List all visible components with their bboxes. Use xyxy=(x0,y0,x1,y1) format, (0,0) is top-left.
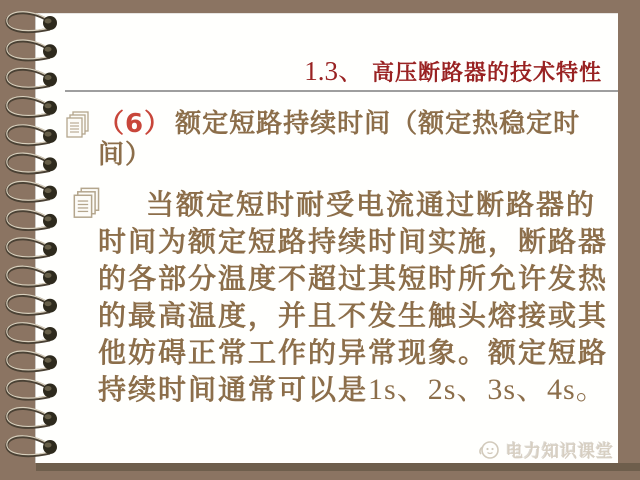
paragraph-line: 的最高温度，并且不发生触头熔接或其 xyxy=(98,299,609,332)
slide-page xyxy=(35,13,618,463)
item-6-marker: （6） xyxy=(98,109,172,139)
watermark-logo-icon xyxy=(477,438,501,462)
spiral-binding xyxy=(0,0,70,480)
watermark xyxy=(477,437,614,462)
paragraph-line: 时间为额定短路持续时间实施，断路器 xyxy=(98,225,609,258)
item-6-line-1 xyxy=(98,109,618,140)
title-divider xyxy=(65,90,618,92)
body-paragraph xyxy=(98,186,616,408)
duration-values: 1s、2s、3s、4s。 xyxy=(368,373,607,406)
paragraph-line: 的各部分温度不超过其短时所允许发热 xyxy=(98,262,609,295)
watermark-label: 电力知识课堂 xyxy=(506,442,614,462)
paragraph-line xyxy=(98,371,616,408)
item-6-line-2: 间） xyxy=(98,140,153,170)
title-text: 高压断路器的技术特性 xyxy=(371,61,602,86)
paragraph-line: 他妨碍正常工作的异常现象。额定短路 xyxy=(98,336,609,369)
item-6 xyxy=(98,109,618,171)
paragraph-line-text: 持续时间通常可以是 xyxy=(98,373,369,406)
page-title xyxy=(36,56,618,90)
title-number: 1.3、 xyxy=(304,56,365,86)
paragraph-line: 当额定短时耐受电流通过断路器的 xyxy=(146,188,597,221)
page-shadow xyxy=(36,463,640,471)
item-6-text: 额定短路持续时间（额定热稳定时 xyxy=(175,109,581,139)
